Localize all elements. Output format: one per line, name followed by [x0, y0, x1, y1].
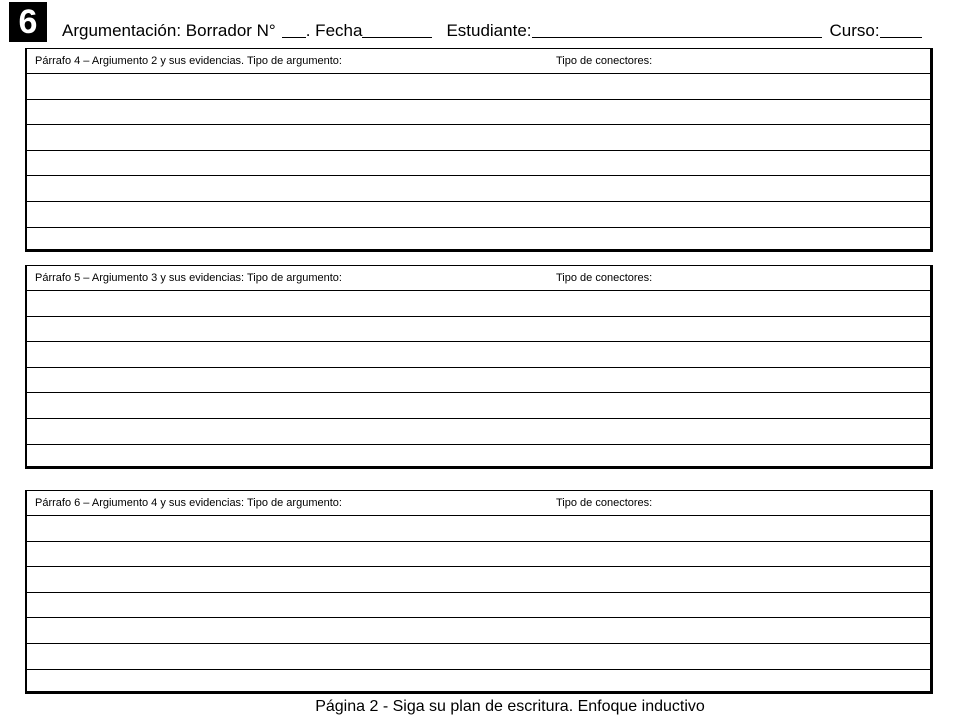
writing-line[interactable] [27, 516, 930, 542]
writing-line[interactable] [27, 368, 930, 394]
panel-header [27, 49, 930, 74]
title-label: Argumentación: Borrador N° [62, 21, 276, 40]
writing-line[interactable] [27, 542, 930, 568]
course-label: Curso: [829, 21, 880, 40]
writing-line[interactable] [27, 317, 930, 343]
writing-line[interactable] [27, 342, 930, 368]
writing-line[interactable] [27, 567, 930, 593]
writing-line[interactable] [27, 644, 930, 670]
student-label: Estudiante: [446, 21, 532, 40]
paragraph-5-panel [25, 265, 933, 469]
writing-line[interactable] [27, 445, 930, 471]
writing-line[interactable] [27, 151, 930, 177]
worksheet-header [62, 19, 957, 43]
writing-line[interactable] [27, 100, 930, 126]
writing-line[interactable] [27, 228, 930, 254]
writing-line[interactable] [27, 291, 930, 317]
connectors-label: Tipo de conectores: [556, 497, 653, 509]
writing-line[interactable] [27, 125, 930, 151]
panel-header [27, 266, 930, 291]
argument-type-label: Párrafo 6 – Argiumento 4 y sus evidencias: Tipo de argumento: [35, 497, 342, 509]
paragraph-6-panel [25, 490, 933, 694]
connectors-label: Tipo de conectores: [556, 272, 653, 284]
page-footer: Página 2 - Siga su plan de escritura. Enfoque inductivo [315, 698, 705, 715]
connectors-label: Tipo de conectores: [556, 55, 653, 67]
date-blank[interactable] [362, 19, 432, 38]
writing-line[interactable] [27, 176, 930, 202]
panel-header [27, 491, 930, 516]
date-label: . Fecha [305, 21, 363, 40]
writing-line[interactable] [27, 202, 930, 228]
writing-line[interactable] [27, 419, 930, 445]
paragraph-4-panel [25, 48, 933, 252]
course-blank[interactable] [880, 19, 922, 38]
writing-line[interactable] [27, 618, 930, 644]
writing-line[interactable] [27, 670, 930, 696]
page-number-badge: 6 [9, 2, 47, 42]
student-name-blank[interactable] [532, 19, 822, 38]
writing-line[interactable] [27, 593, 930, 619]
draft-number-blank[interactable] [282, 19, 306, 38]
writing-line[interactable] [27, 74, 930, 100]
argument-type-label: Párrafo 5 – Argiumento 3 y sus evidencias: Tipo de argumento: [35, 272, 342, 284]
writing-line[interactable] [27, 393, 930, 419]
argument-type-label: Párrafo 4 – Argiumento 2 y sus evidencias. Tipo de argumento: [35, 55, 342, 67]
